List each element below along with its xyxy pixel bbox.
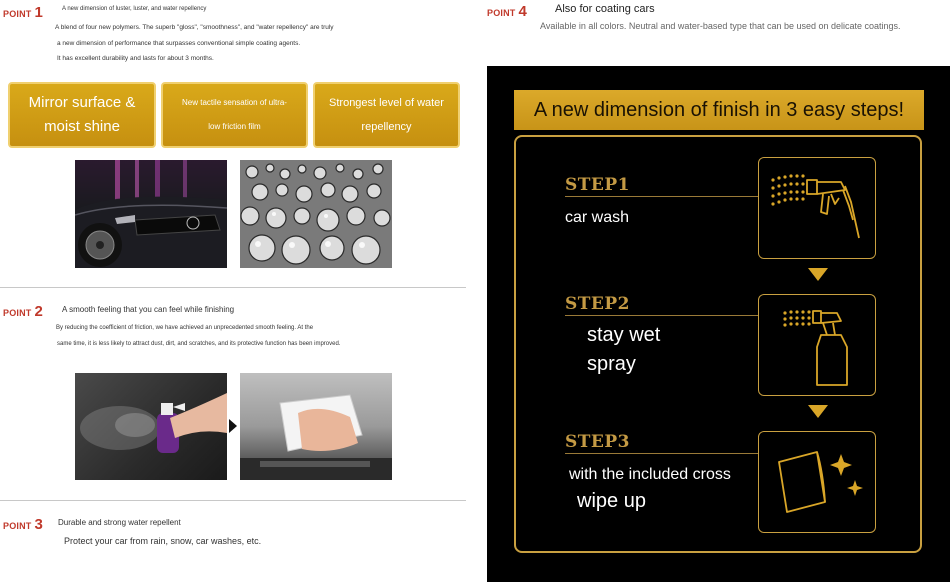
point-3-label: POINT 3: [3, 516, 43, 533]
wiping-photo: [240, 373, 392, 480]
badge-2-line-1: New tactile sensation of ultra-: [182, 98, 287, 107]
point-3-subtitle: Durable and strong water repellent: [58, 518, 181, 527]
point-4-line: Available in all colors. Neutral and water-based type that can be used on delicate coatings.: [540, 21, 901, 31]
step-3-text-2: wipe up: [577, 490, 646, 512]
point-1-line-2: a new dimension of performance that surpasses conventional simple coating agents.: [57, 40, 301, 47]
badge-1-line-1: Mirror surface &: [28, 94, 136, 111]
step-1-icon-box: [758, 157, 876, 259]
step-1-arrow-down: [808, 268, 828, 281]
point-4-subtitle: Also for coating cars: [555, 3, 655, 15]
badge-3-line-2: repellency: [361, 121, 412, 133]
badge-1-line-2: moist shine: [44, 118, 120, 135]
point-1-subtitle: A new dimension of luster, luster, and water repellency: [62, 6, 207, 12]
point-1-label: POINT 1: [3, 4, 43, 21]
point-1-line-3: It has excellent durability and lasts for about 3 months.: [57, 55, 214, 62]
step-3-label: STEP3: [565, 432, 630, 452]
badge-tactile-sensation: [161, 82, 308, 148]
spray-gun-icon: [759, 158, 874, 257]
point-2-subtitle: A smooth feeling that you can feel while finishing: [62, 305, 235, 314]
point-2-line-2: same time, it is less likely to attract dust, dirt, and scratches, and its protective function has been improved.: [57, 341, 341, 347]
step-3-underline: [565, 453, 758, 454]
step-2-icon-box: [758, 294, 876, 396]
step-3-text-1: with the included cross: [569, 466, 731, 483]
arrow-right-icon: [229, 419, 237, 433]
step-2-text-1: stay wet: [587, 324, 661, 346]
point-2-line-1: By reducing the coefficient of friction, we have achieved an unprecedented smooth feeling. At the: [56, 325, 314, 331]
step-2-text-2: spray: [587, 353, 636, 375]
badge-3-line-1: Strongest level of water: [329, 97, 444, 109]
step-1-text: car wash: [565, 209, 630, 226]
badge-water-repellency: [313, 82, 460, 148]
spraying-photo: [75, 373, 227, 480]
wipe-cloth-icon: [759, 432, 874, 531]
step-2-label: STEP2: [565, 294, 630, 314]
badge-2-line-2: low friction film: [208, 122, 261, 131]
badge-mirror-surface: [8, 82, 156, 148]
point-4-label: POINT 4: [487, 3, 527, 20]
point-2-label: POINT 2: [3, 303, 43, 320]
car-front-photo: [75, 160, 227, 268]
divider-1: [0, 287, 466, 288]
step-1-label: STEP1: [565, 175, 630, 195]
spray-bottle-icon: [759, 295, 874, 394]
step-2-arrow-down: [808, 405, 828, 418]
step-2-underline: [565, 315, 758, 316]
water-beads-photo: [240, 160, 392, 268]
steps-banner: A new dimension of finish in 3 easy steps!: [514, 90, 924, 130]
divider-2: [0, 500, 466, 501]
step-1-underline: [565, 196, 758, 197]
point-3-line: Protect your car from rain, snow, car washes, etc.: [64, 536, 262, 546]
step-3-icon-box: [758, 431, 876, 533]
point-1-line-1: A blend of four new polymers. The superb "gloss", "smoothness", and "water repellency" are truly: [55, 24, 334, 31]
